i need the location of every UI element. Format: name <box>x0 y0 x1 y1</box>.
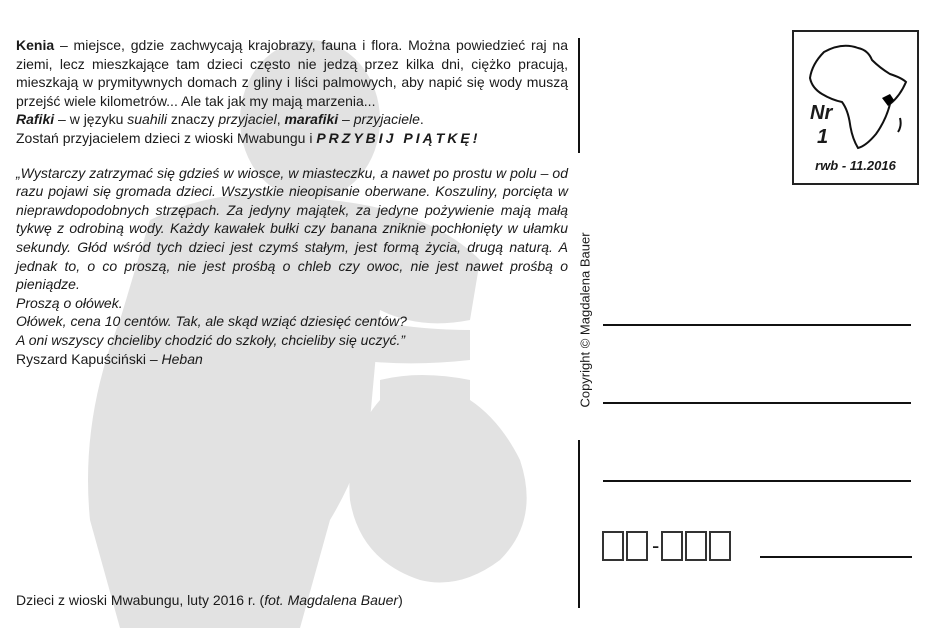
comma: , <box>276 111 285 128</box>
marafiki-dash: – <box>338 111 354 128</box>
author-name: Ryszard Kapuściński <box>16 350 146 367</box>
przybij-piatke: PRZYBIJ PIĄTKĘ! <box>316 129 481 146</box>
rafiki-line <box>16 110 568 129</box>
divider-top <box>578 38 580 153</box>
quote-line-cena: Ołówek, cena 10 centów. Tak, ale skąd wziąć dziesięć centów? <box>16 313 407 330</box>
przyjaciel-word: przyjaciel <box>218 111 277 128</box>
stamp-number: 1 <box>817 126 829 148</box>
copyright-text: Copyright © Magdalena Bauer <box>577 232 593 408</box>
rafiki-word: Rafiki <box>16 111 55 128</box>
stamp-date: rwb - 11.2016 <box>815 158 896 173</box>
address-line-3 <box>603 480 911 482</box>
divider-bottom <box>578 440 580 608</box>
quote-line-olowek: Proszą o ołówek. <box>16 294 123 311</box>
join-line <box>16 129 568 148</box>
intro-paragraph <box>16 36 568 110</box>
kenya-highlight <box>882 94 894 106</box>
rafiki-text-2: znaczy <box>166 111 219 128</box>
address-line-1 <box>603 324 911 326</box>
quote-paragraph: „Wystarczy zatrzymać się gdzieś w wiosce, w miasteczku, a nawet po prostu w polu – od razu pojawi się gromada dzieci. Wszystkie nieopisanie oberwane. Koszuliny, porcięta w nieprawdopodobnych strzępach. Za jedyny majątek, za jedyne pożywienie mają małą tykwę z odrobiną wody. Każdy kawałek bułki czy banana zniknie pochłonięty w ułamku sekundy. Głód wśród tych dzieci jest czymś stałym, jest formą życia, drugą naturą. A jednak to, o co proszą, nie jest prośbą o chleb czy owoc, nie jest nawet prośbą o pieniądze. <box>16 164 568 293</box>
photo-caption <box>16 592 403 608</box>
address-line-2 <box>603 402 911 404</box>
rafiki-text-1: – w języku <box>54 111 128 128</box>
work-title: Heban <box>161 350 203 367</box>
zip-box-5 <box>709 531 731 561</box>
join-text: Zostań przyjacielem dzieci z wioski Mwabungu i <box>16 129 317 146</box>
zip-box-3 <box>661 531 683 561</box>
marafiki-word: marafiki <box>284 111 339 128</box>
kenya-text: – miejsce, gdzie zachwycają krajobrazy, fauna i flora. Można powiedzieć raj na ziemi, lecz mieszkające tam dzieci często nie jedzą przez kilka dni, ciężko pracują, mieszkają w prymitywnych domach z gliny i liści palmowych, aby napić się wody muszą przejść wiele kilometrów... Ale tak jak my mają marzenia... <box>16 37 568 109</box>
stamp-nr-label: Nr <box>810 102 833 124</box>
zip-box-4 <box>685 531 707 561</box>
suahili-word: suahili <box>127 111 167 128</box>
stamp-box <box>792 30 919 185</box>
author-dash: – <box>145 350 162 367</box>
text-block <box>16 36 568 368</box>
zip-box-2 <box>626 531 648 561</box>
period: . <box>419 111 424 128</box>
quote-line-szkola: A oni wszyscy chcieliby chodzić do szkoły, chcieliby się uczyć.” <box>16 331 406 348</box>
kenya-heading: Kenia <box>16 37 55 53</box>
zip-box-1 <box>602 531 624 561</box>
quote-author <box>16 350 568 369</box>
city-line <box>760 556 912 558</box>
caption-text: Dzieci z wioski Mwabungu, luty 2016 r. ( <box>16 592 265 608</box>
postal-code-boxes <box>602 531 733 561</box>
przyjaciele-word: przyjaciele <box>353 111 420 128</box>
caption-close: ) <box>398 592 403 608</box>
caption-photographer: fot. Magdalena Bauer <box>264 592 399 608</box>
zip-separator: - <box>652 533 660 558</box>
